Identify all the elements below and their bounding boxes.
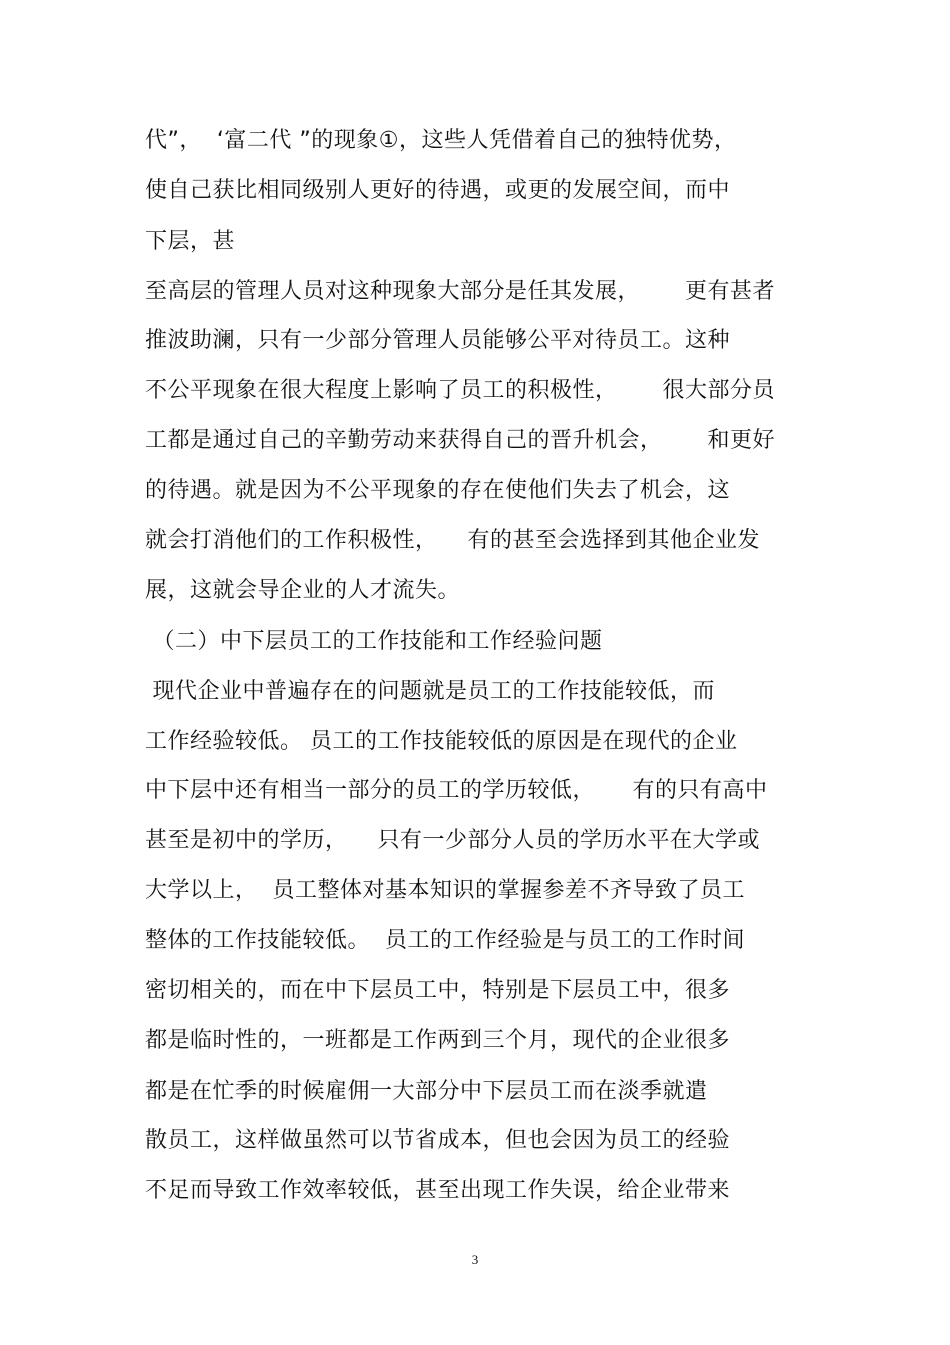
text-line: 展，这就会导企业的人才流失。 (145, 578, 461, 603)
text-line: 至高层的管理人员对这种现象大部分是任其发展， 更有甚者 (145, 279, 775, 304)
text-line: 整体的工作技能较低。 员工的工作经验是与员工的工作时间 (145, 928, 745, 953)
text-line: 甚至是初中的学历， 只有一少部分人员的学历水平在大学或 (145, 828, 760, 853)
text-line: 下层，甚 (145, 229, 236, 254)
text-line: 大学以上， 员工整体对基本知识的掌握参差不齐导致了员工 (145, 878, 745, 903)
text-line: 不足而导致工作效率较低，甚至出现工作失误，给企业带来 (145, 1178, 731, 1203)
text-line: 工都是通过自己的辛勤劳动来获得自己的晋升机会， 和更好 (145, 428, 775, 453)
text-line: 代”， ‘富二代 ”的现象①，这些人凭借着自己的独特优势， (145, 128, 737, 153)
text-line: 中下层中还有相当一部分的员工的学历较低， 有的只有高中 (145, 778, 768, 803)
text-line: 都是临时性的，一班都是工作两到三个月，现代的企业很多 (145, 1028, 731, 1053)
text-line: 推波助澜，只有一少部分管理人员能够公平对待员工。这种 (145, 328, 731, 353)
section-heading: （二）中下层员工的工作技能和工作经验问题 (145, 629, 603, 654)
text-line: 密切相关的，而在中下层员工中，特别是下层员工中，很多 (145, 978, 731, 1003)
text-line: 就会打消他们的工作积极性， 有的甚至会选择到其他企业发 (145, 528, 760, 553)
page-number: 3 (471, 1252, 479, 1267)
text-line: 工作经验较低。 员工的工作技能较低的原因是在现代的企业 (145, 729, 738, 754)
text-line: 不公平现象在很大程度上影响了员工的积极性， 很大部分员 (145, 378, 775, 403)
text-line: 散员工，这样做虽然可以节省成本，但也会因为员工的经验 (145, 1128, 731, 1153)
text-line: 都是在忙季的时候雇佣一大部分中下层员工而在淡季就遣 (145, 1079, 708, 1104)
text-line: 现代企业中普遍存在的问题就是员工的工作技能较低，而 (145, 679, 715, 704)
text-line: 使自己获比相同级别人更好的待遇，或更的发展空间，而中 (145, 178, 731, 203)
text-line: 的待遇。就是因为不公平现象的存在使他们失去了机会，这 (145, 478, 731, 503)
